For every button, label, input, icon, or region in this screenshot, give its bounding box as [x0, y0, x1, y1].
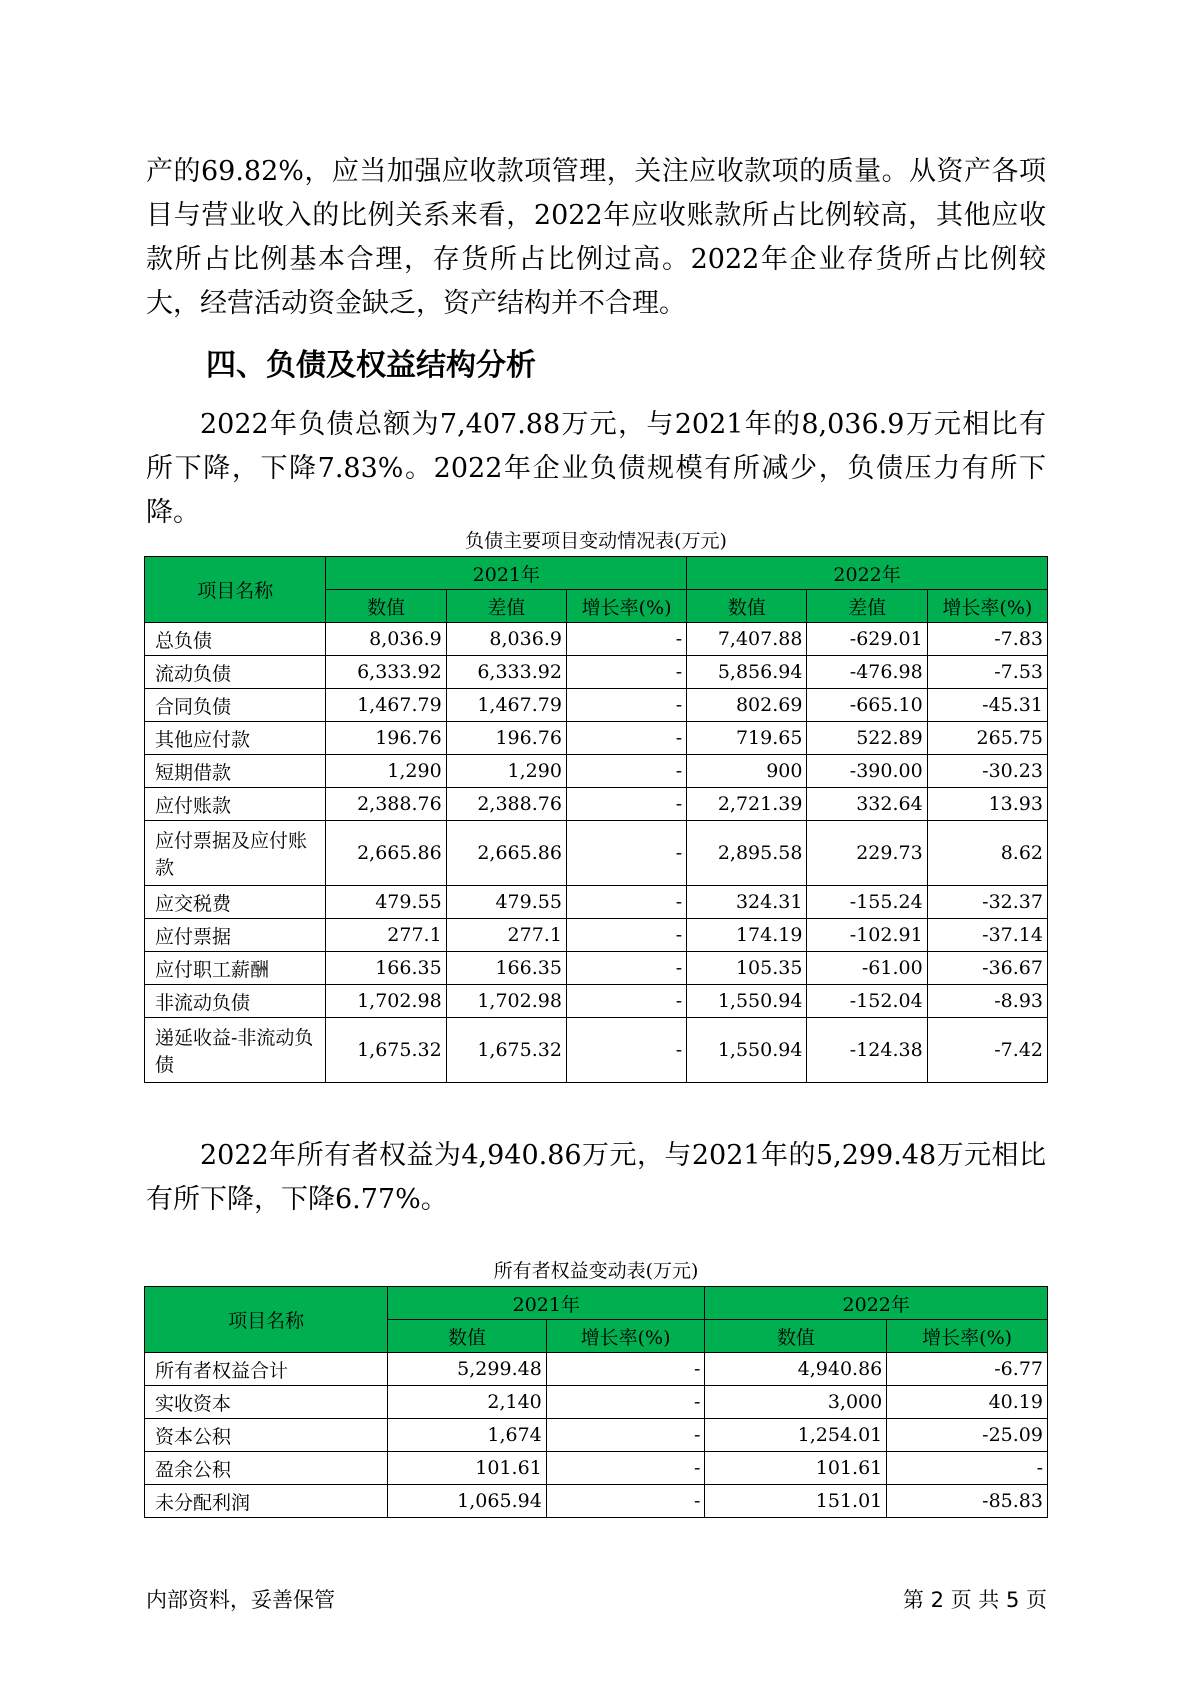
table-row — [145, 952, 1048, 985]
header-year-2021: 2021年 — [388, 1287, 705, 1320]
cell-v22: 324.31 — [687, 886, 807, 919]
equity-table — [144, 1286, 1048, 1518]
cell-g21: - — [546, 1452, 705, 1485]
row-item-name: 应交税费 — [145, 886, 326, 919]
cell-v21: 1,065.94 — [388, 1485, 547, 1518]
header-year-2021: 2021年 — [326, 557, 687, 590]
header-growth: 增长率(%) — [566, 590, 686, 623]
cell-g21: - — [546, 1353, 705, 1386]
header-diff: 差值 — [807, 590, 927, 623]
cell-d22: -155.24 — [807, 886, 927, 919]
table-row — [145, 689, 1048, 722]
header-growth: 增长率(%) — [887, 1320, 1048, 1353]
cell-v22: 3,000 — [705, 1386, 887, 1419]
cell-g22: -37.14 — [927, 919, 1047, 952]
cell-d21: 1,290 — [446, 755, 566, 788]
cell-v21: 5,299.48 — [388, 1353, 547, 1386]
equity-table-caption: 所有者权益变动表(万元) — [493, 1260, 699, 1282]
cell-g22: 13.93 — [927, 788, 1047, 821]
intro-paragraph: 产的69.82%，应当加强应收款项管理，关注应收款项的质量。从资产各项目与营业收入的比例关系来看，2022年应收账款所占比例较高，其他应收款所占比例基本合理，存货所占比例过高。2022年企业存货所占比例较大，经营活动资金缺乏，资产结构并不合理。 — [146, 156, 1046, 319]
cell-v22: 101.61 — [705, 1452, 887, 1485]
cell-g21: - — [546, 1485, 705, 1518]
row-item-name: 其他应付款 — [145, 722, 326, 755]
cell-g21: - — [566, 985, 686, 1018]
cell-v22: 105.35 — [687, 952, 807, 985]
cell-d21: 166.35 — [446, 952, 566, 985]
cell-g21: - — [566, 788, 686, 821]
cell-v21: 277.1 — [326, 919, 446, 952]
row-item-name: 资本公积 — [145, 1419, 388, 1452]
cell-d21: 1,675.32 — [446, 1018, 566, 1083]
cell-g21: - — [546, 1386, 705, 1419]
row-item-name: 盈余公积 — [145, 1452, 388, 1485]
section-heading: 四、负债及权益结构分析 — [206, 348, 536, 383]
row-item-name: 应付票据及应付账款 — [145, 821, 326, 886]
header-item-name: 项目名称 — [145, 1287, 388, 1353]
cell-d22: -152.04 — [807, 985, 927, 1018]
header-value: 数值 — [705, 1320, 887, 1353]
cell-v22: 4,940.86 — [705, 1353, 887, 1386]
cell-v21: 1,702.98 — [326, 985, 446, 1018]
cell-v21: 101.61 — [388, 1452, 547, 1485]
table-row — [145, 1485, 1048, 1518]
cell-d22: 332.64 — [807, 788, 927, 821]
cell-g21: - — [566, 886, 686, 919]
table-row — [145, 623, 1048, 656]
table-row — [145, 788, 1048, 821]
table-row — [145, 656, 1048, 689]
cell-g22: -7.53 — [927, 656, 1047, 689]
cell-v22: 5,856.94 — [687, 656, 807, 689]
cell-v22: 7,407.88 — [687, 623, 807, 656]
cell-g21: - — [566, 689, 686, 722]
cell-v22: 719.65 — [687, 722, 807, 755]
cell-g21: - — [566, 1018, 686, 1083]
cell-v22: 802.69 — [687, 689, 807, 722]
row-item-name: 流动负债 — [145, 656, 326, 689]
row-item-name: 应付职工薪酬 — [145, 952, 326, 985]
cell-d21: 2,388.76 — [446, 788, 566, 821]
table-row — [145, 755, 1048, 788]
table-row — [145, 1018, 1048, 1083]
cell-g22: 265.75 — [927, 722, 1047, 755]
cell-g22: - — [887, 1452, 1048, 1485]
cell-g22: -36.67 — [927, 952, 1047, 985]
row-item-name: 总负债 — [145, 623, 326, 656]
cell-g21: - — [566, 919, 686, 952]
cell-d22: -665.10 — [807, 689, 927, 722]
cell-g21: - — [566, 623, 686, 656]
header-item-name: 项目名称 — [145, 557, 326, 623]
cell-v22: 1,550.94 — [687, 1018, 807, 1083]
debt-table-caption: 负债主要项目变动情况表(万元) — [465, 530, 727, 552]
cell-g22: -30.23 — [927, 755, 1047, 788]
header-year-2022: 2022年 — [705, 1287, 1048, 1320]
cell-d22: -61.00 — [807, 952, 927, 985]
cell-g22: -7.83 — [927, 623, 1047, 656]
equity-paragraph: 2022年所有者权益为4,940.86万元，与2021年的5,299.48万元相比有所下降，下降6.77%。 — [146, 1140, 1046, 1215]
cell-v22: 2,721.39 — [687, 788, 807, 821]
cell-v21: 166.35 — [326, 952, 446, 985]
equity-table-body — [145, 1353, 1048, 1518]
cell-v21: 196.76 — [326, 722, 446, 755]
cell-d21: 2,665.86 — [446, 821, 566, 886]
cell-v21: 2,388.76 — [326, 788, 446, 821]
cell-d21: 479.55 — [446, 886, 566, 919]
row-item-name: 实收资本 — [145, 1386, 388, 1419]
header-value: 数值 — [326, 590, 446, 623]
cell-v21: 479.55 — [326, 886, 446, 919]
cell-g22: -45.31 — [927, 689, 1047, 722]
cell-g21: - — [546, 1419, 705, 1452]
row-item-name: 所有者权益合计 — [145, 1353, 388, 1386]
header-value: 数值 — [687, 590, 807, 623]
row-item-name: 非流动负债 — [145, 985, 326, 1018]
cell-v21: 1,467.79 — [326, 689, 446, 722]
footer-confidential-note: 内部资料，妥善保管 — [146, 1588, 335, 1612]
cell-v21: 1,675.32 — [326, 1018, 446, 1083]
row-item-name: 未分配利润 — [145, 1485, 388, 1518]
cell-d22: -476.98 — [807, 656, 927, 689]
cell-d22: 522.89 — [807, 722, 927, 755]
cell-d21: 277.1 — [446, 919, 566, 952]
header-growth: 增长率(%) — [546, 1320, 705, 1353]
cell-v21: 8,036.9 — [326, 623, 446, 656]
cell-v22: 151.01 — [705, 1485, 887, 1518]
cell-g22: 40.19 — [887, 1386, 1048, 1419]
debt-paragraph: 2022年负债总额为7,407.88万元，与2021年的8,036.9万元相比有所下降，下降7.83%。2022年企业负债规模有所减少，负债压力有所下降。 — [146, 409, 1046, 528]
cell-d22: -102.91 — [807, 919, 927, 952]
cell-g21: - — [566, 656, 686, 689]
cell-g22: -32.37 — [927, 886, 1047, 919]
row-item-name: 合同负债 — [145, 689, 326, 722]
cell-v21: 1,290 — [326, 755, 446, 788]
cell-g21: - — [566, 821, 686, 886]
cell-d22: -629.01 — [807, 623, 927, 656]
header-diff: 差值 — [446, 590, 566, 623]
footer-page-number: 第 2 页 共 5 页 — [902, 1588, 1047, 1612]
cell-g21: - — [566, 952, 686, 985]
cell-v22: 1,550.94 — [687, 985, 807, 1018]
table-row — [145, 1452, 1048, 1485]
cell-g22: -8.93 — [927, 985, 1047, 1018]
cell-g21: - — [566, 722, 686, 755]
cell-g22: -25.09 — [887, 1419, 1048, 1452]
header-value: 数值 — [388, 1320, 547, 1353]
cell-v22: 2,895.58 — [687, 821, 807, 886]
cell-v22: 900 — [687, 755, 807, 788]
cell-d21: 1,467.79 — [446, 689, 566, 722]
table-row — [145, 1353, 1048, 1386]
cell-g21: - — [566, 755, 686, 788]
table-row — [145, 919, 1048, 952]
header-year-2022: 2022年 — [687, 557, 1048, 590]
cell-v21: 1,674 — [388, 1419, 547, 1452]
cell-d21: 1,702.98 — [446, 985, 566, 1018]
row-item-name: 递延收益-非流动负债 — [145, 1018, 326, 1083]
cell-v21: 2,665.86 — [326, 821, 446, 886]
cell-d22: -390.00 — [807, 755, 927, 788]
header-growth: 增长率(%) — [927, 590, 1047, 623]
cell-d22: -124.38 — [807, 1018, 927, 1083]
cell-v22: 174.19 — [687, 919, 807, 952]
cell-g22: -7.42 — [927, 1018, 1047, 1083]
table-row — [145, 1386, 1048, 1419]
table-row — [145, 985, 1048, 1018]
cell-v22: 1,254.01 — [705, 1419, 887, 1452]
table-row — [145, 886, 1048, 919]
debt-table — [144, 556, 1048, 1083]
table-row — [145, 821, 1048, 886]
cell-g22: -85.83 — [887, 1485, 1048, 1518]
cell-g22: -6.77 — [887, 1353, 1048, 1386]
cell-g22: 8.62 — [927, 821, 1047, 886]
debt-table-body — [145, 623, 1048, 1083]
table-row — [145, 1419, 1048, 1452]
cell-d21: 196.76 — [446, 722, 566, 755]
row-item-name: 应付票据 — [145, 919, 326, 952]
row-item-name: 短期借款 — [145, 755, 326, 788]
row-item-name: 应付账款 — [145, 788, 326, 821]
cell-v21: 6,333.92 — [326, 656, 446, 689]
cell-d21: 6,333.92 — [446, 656, 566, 689]
cell-v21: 2,140 — [388, 1386, 547, 1419]
cell-d22: 229.73 — [807, 821, 927, 886]
table-row — [145, 722, 1048, 755]
cell-d21: 8,036.9 — [446, 623, 566, 656]
